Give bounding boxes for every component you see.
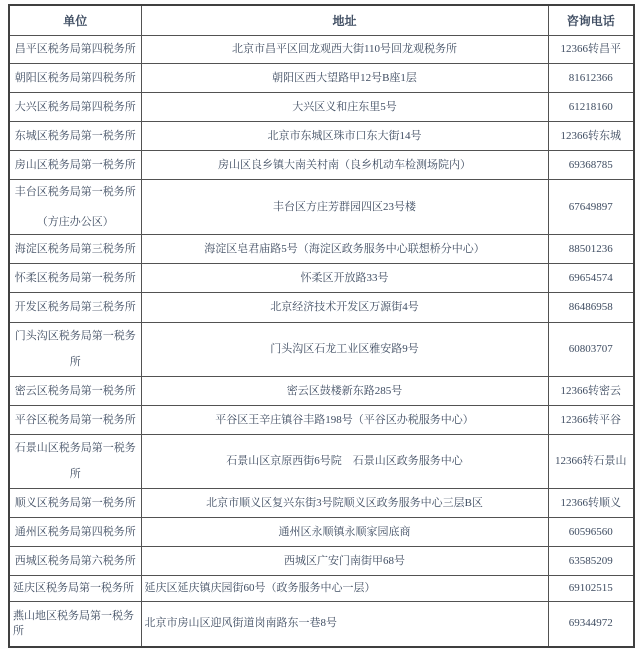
phone-cell: 67649897: [548, 180, 634, 235]
table-row: [9, 435, 634, 489]
table-row: [9, 518, 634, 547]
table-row: [9, 93, 634, 122]
address-cell: 朝阳区西大望路甲12号B座1层: [141, 64, 548, 93]
phone-cell: 12366转昌平: [548, 36, 634, 64]
phone-cell: 12366转东城: [548, 122, 634, 151]
unit-name-line1: 丰台区税务局第一税务所: [14, 185, 136, 198]
table-row: [9, 406, 634, 435]
phone-cell: 12366转密云: [548, 377, 634, 406]
phone-cell: 88501236: [548, 235, 634, 264]
col-header-unit: 单位: [9, 5, 141, 36]
address-cell: 北京市东城区珠市口东大街14号: [141, 122, 548, 151]
phone-cell: 60803707: [548, 323, 634, 377]
table-row: [9, 122, 634, 151]
phone-cell: 12366转石景山: [548, 435, 634, 489]
unit-cell: 石景山区税务局第一税务所: [9, 435, 141, 489]
unit-cell: 平谷区税务局第一税务所: [9, 406, 141, 435]
table-row: [9, 64, 634, 93]
unit-cell: 大兴区税务局第四税务所: [9, 93, 141, 122]
unit-cell: 西城区税务局第六税务所: [9, 547, 141, 576]
table-row: [9, 547, 634, 576]
table-row: [9, 489, 634, 518]
unit-cell: 通州区税务局第四税务所: [9, 518, 141, 547]
table-row: [9, 576, 634, 602]
table-row: [9, 151, 634, 180]
table-row: [9, 293, 634, 323]
phone-cell: 61218160: [548, 93, 634, 122]
header-row: [9, 5, 634, 36]
address-cell: 北京市顺义区复兴东街3号院顺义区政务服务中心三层B区: [141, 489, 548, 518]
table-row: [9, 235, 634, 264]
phone-cell: 81612366: [548, 64, 634, 93]
address-cell: 延庆区延庆镇庆园街60号（政务服务中心一层）: [141, 576, 548, 602]
table-row: [9, 323, 634, 377]
address-cell: 石景山区京原西街6号院 石景山区政务服务中心: [141, 435, 548, 489]
phone-cell: 60596560: [548, 518, 634, 547]
phone-cell: 69654574: [548, 264, 634, 293]
address-cell: 西城区广安门南街甲68号: [141, 547, 548, 576]
table-row: [9, 602, 634, 647]
unit-cell: 朝阳区税务局第四税务所: [9, 64, 141, 93]
table-row: [9, 377, 634, 406]
unit-cell: 门头沟区税务局第一税务所: [9, 323, 141, 377]
table-row: [9, 180, 634, 235]
address-cell: 密云区鼓楼新东路285号: [141, 377, 548, 406]
col-header-phone: 咨询电话: [548, 5, 634, 36]
unit-cell: 延庆区税务局第一税务所: [9, 576, 141, 602]
col-header-address: 地址: [141, 5, 548, 36]
unit-cell: 开发区税务局第三税务所: [9, 293, 141, 323]
phone-cell: 69344972: [548, 602, 634, 647]
unit-cell: 房山区税务局第一税务所: [9, 151, 141, 180]
address-cell: 怀柔区开放路33号: [141, 264, 548, 293]
unit-cell: 昌平区税务局第四税务所: [9, 36, 141, 64]
phone-cell: 86486958: [548, 293, 634, 323]
table-row: [9, 264, 634, 293]
address-cell: 大兴区义和庄东里5号: [141, 93, 548, 122]
address-cell: 北京市房山区迎风街道岗南路东一巷8号: [141, 602, 548, 647]
unit-cell: [9, 180, 141, 235]
address-cell: 房山区良乡镇大南关村南（良乡机动车检测场院内）: [141, 151, 548, 180]
address-cell: 北京经济技术开发区万源街4号: [141, 293, 548, 323]
unit-cell: 怀柔区税务局第一税务所: [9, 264, 141, 293]
address-cell: 丰台区方庄芳群园四区23号楼: [141, 180, 548, 235]
address-cell: 北京市昌平区回龙观西大街110号回龙观税务所: [141, 36, 548, 64]
unit-cell: 密云区税务局第一税务所: [9, 377, 141, 406]
tax-office-table: [8, 4, 635, 648]
address-cell: 门头沟区石龙工业区雅安路9号: [141, 323, 548, 377]
unit-name-line2: （方庄办公区）: [36, 216, 114, 228]
unit-cell: 燕山地区税务局第一税务所: [9, 602, 141, 647]
unit-cell: 海淀区税务局第三税务所: [9, 235, 141, 264]
phone-cell: 12366转平谷: [548, 406, 634, 435]
unit-cell: 东城区税务局第一税务所: [9, 122, 141, 151]
table-row: [9, 36, 634, 64]
address-cell: 海淀区皂君庙路5号（海淀区政务服务中心联想桥分中心）: [141, 235, 548, 264]
phone-cell: 69102515: [548, 576, 634, 602]
address-cell: 通州区永顺镇永顺家园底商: [141, 518, 548, 547]
phone-cell: 63585209: [548, 547, 634, 576]
address-cell: 平谷区王辛庄镇谷丰路198号（平谷区办税服务中心）: [141, 406, 548, 435]
phone-cell: 12366转顺义: [548, 489, 634, 518]
phone-cell: 69368785: [548, 151, 634, 180]
unit-cell: 顺义区税务局第一税务所: [9, 489, 141, 518]
